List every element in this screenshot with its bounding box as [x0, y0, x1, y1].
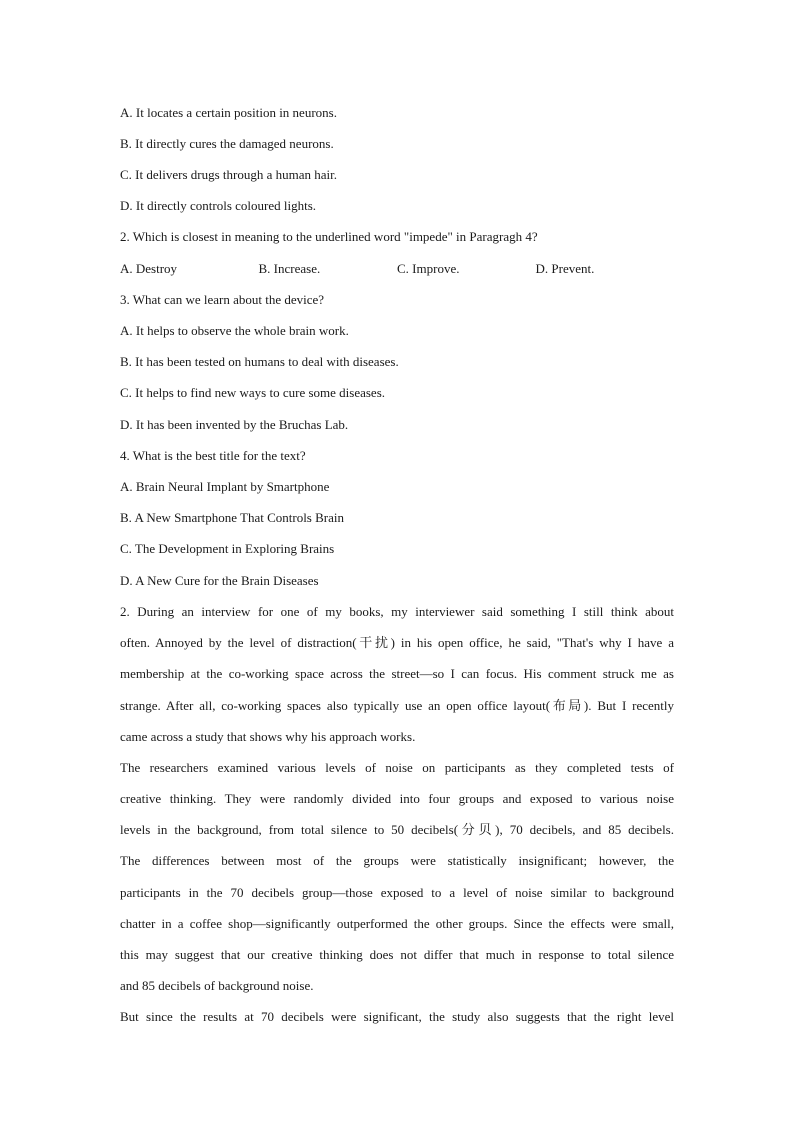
q4-question: 4. What is the best title for the text? [120, 448, 306, 463]
passage-line: participants in the 70 decibels group—those exposed to a level of noise similar to background [120, 885, 674, 900]
passage-line: and 85 decibels of background noise. [120, 978, 314, 993]
q1-option-a: A. It locates a certain position in neurons. [120, 105, 337, 120]
passage-line: membership at the co-working space across the street—so I can focus. His comment struck me as [120, 666, 674, 681]
passage-line: The researchers examined various levels of noise on participants as they completed tests of [120, 760, 674, 775]
q1-option-b: B. It directly cures the damaged neurons. [120, 136, 334, 151]
passage-line: levels in the background, from total silence to 50 decibels(分贝), 70 decibels, and 85 decibels. [120, 822, 674, 837]
q4-option-a: A. Brain Neural Implant by Smartphone [120, 479, 330, 494]
q2-options [120, 261, 674, 277]
q3-option-d: D. It has been invented by the Bruchas Lab. [120, 417, 349, 432]
q2-question: 2. Which is closest in meaning to the underlined word "impede" in Paragragh 4? [120, 229, 538, 244]
q4-option-d: D. A New Cure for the Brain Diseases [120, 573, 319, 588]
passage-line: But since the results at 70 decibels were significant, the study also suggests that the right level [120, 1009, 674, 1024]
q1-option-c: C. It delivers drugs through a human hair. [120, 167, 337, 182]
q3-question: 3. What can we learn about the device? [120, 292, 325, 307]
q3-option-c: C. It helps to find new ways to cure some diseases. [120, 385, 386, 400]
passage-line: 2. During an interview for one of my books, my interviewer said something I still think about [120, 604, 674, 619]
passage-line: The differences between most of the groups were statistically insignificant; however, the [120, 853, 674, 868]
passage-line: creative thinking. They were randomly divided into four groups and exposed to various noise [120, 791, 674, 806]
q2-option-d: D. Prevent. [535, 261, 595, 276]
passage-line: this may suggest that our creative thinking does not differ that much in response to total silence [120, 947, 674, 962]
q2-option-a: A. Destroy [120, 261, 178, 276]
q2-option-c: C. Improve. [397, 261, 460, 276]
q2-option-b: B. Increase. [258, 261, 321, 276]
passage-line: came across a study that shows why his approach works. [120, 729, 416, 744]
passage-line: often. Annoyed by the level of distraction(干扰) in his open office, he said, "That's why I have a [120, 635, 674, 650]
q1-option-d: D. It directly controls coloured lights. [120, 198, 317, 213]
passage-line: strange. After all, co-working spaces also typically use an open office layout(布局). But I recently [120, 698, 674, 713]
passage-line: chatter in a coffee shop—significantly outperformed the other groups. Since the effects were small, [120, 916, 674, 931]
q4-option-c: C. The Development in Exploring Brains [120, 541, 335, 556]
q4-option-b: B. A New Smartphone That Controls Brain [120, 510, 344, 525]
q3-option-a: A. It helps to observe the whole brain work. [120, 323, 349, 338]
q3-option-b: B. It has been tested on humans to deal with diseases. [120, 354, 399, 369]
